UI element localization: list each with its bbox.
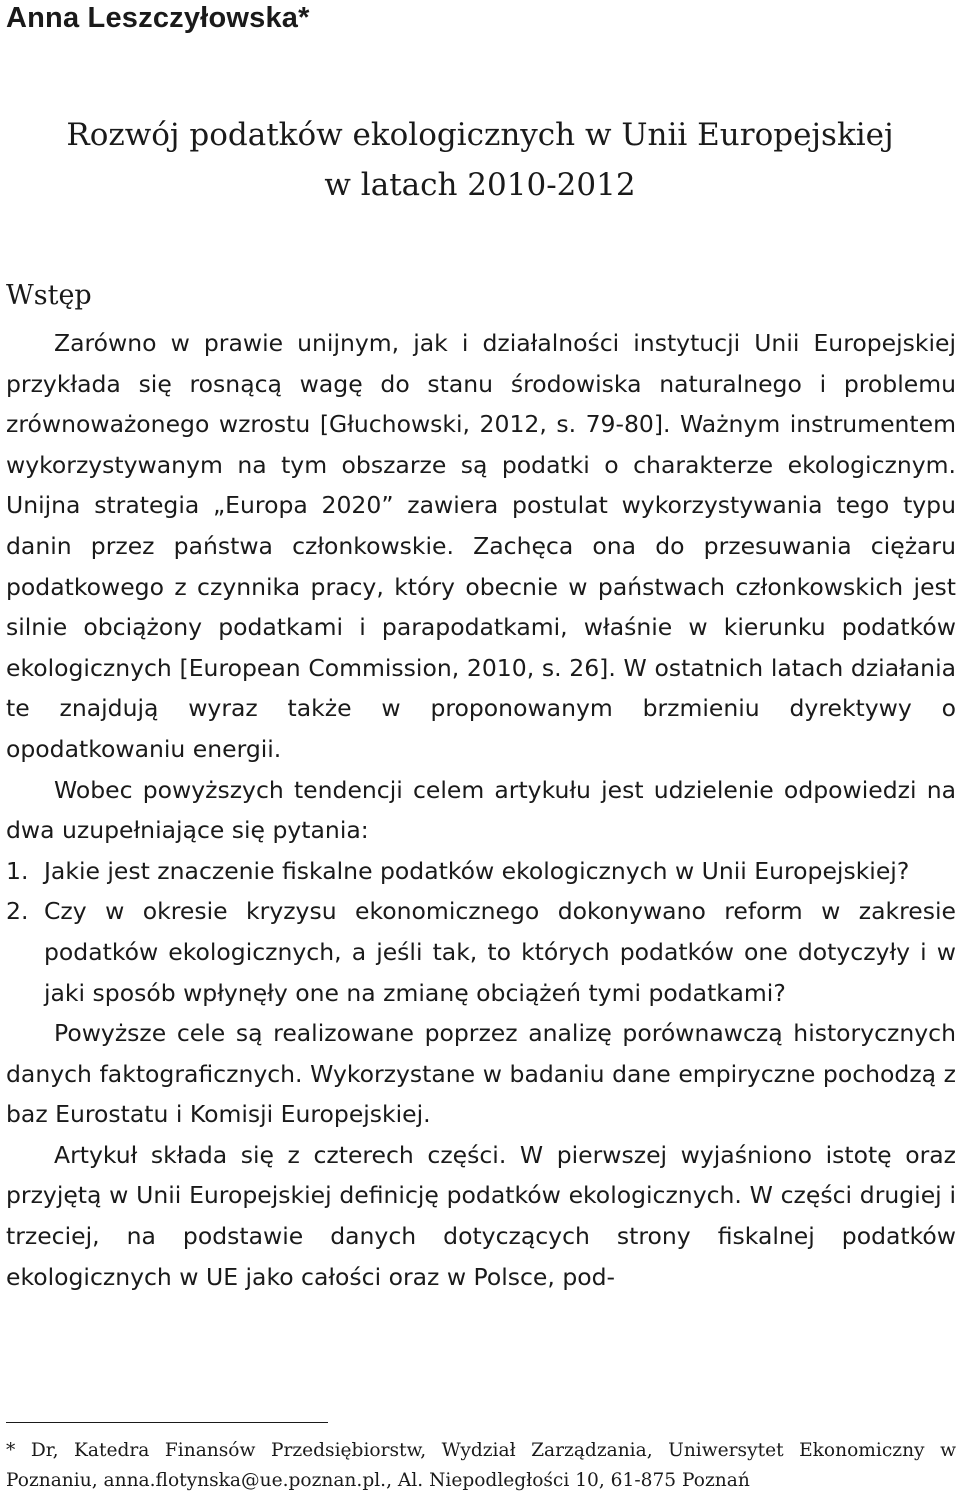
footnote: * Dr, Katedra Finansów Przedsiębiorstw, Wydział Zarządzania, Uniwersytet Ekonomiczny w Poznaniu, anna.flotynska@ue.poznan.pl., Al. Niepodległości 10, 61-875 Poznań [6, 1440, 956, 1491]
list-item [6, 891, 956, 1013]
article-title-line-2: w latach 2010-2012 [324, 167, 636, 203]
body-paragraph: Wobec powyższych tendencji celem artykułu jest udzielenie odpowiedzi na dwa uzupełniające się pytania: [6, 775, 956, 845]
list-item-number: 1. [6, 856, 29, 885]
body-paragraph: Powyższe cele są realizowane poprzez analizę porównawczą historycznych danych faktograficznych. Wykorzystane w badaniu dane empiryczne pochodzą z baz Eurostatu i Komisji Europejskiej. [6, 1019, 956, 1129]
article-body [6, 323, 956, 1297]
body-paragraph: Zarówno w prawie unijnym, jak i działalności instytucji Unii Europejskiej przykłada się rosnącą wagę do stanu środowiska naturalnego i problemu zrównoważonego wzrostu [Głuchowski, 2012, s. 79-80]. Ważnym instrumentem wykorzystywanym na tym obszarze są podatki o charakterze ekologicznym. Unijna strategia „Europa 2020” zawiera postulat wykorzystywania tego typu danin przez państwa członkowskie. Zachęca ona do przesuwania ciężaru podatkowego z czynnika pracy, który obecnie w państwach członkowskich jest silnie obciążony podatkami i parapodatkami, właśnie w kierunku podatków ekologicznych [European Commission, 2010, s. 26]. W ostatnich latach działania te znajdują wyraz także w proponowanym brzmieniu dyrektywy o opodatkowaniu energii. [6, 329, 956, 763]
list-item [6, 851, 956, 892]
article-title-line-1: Rozwój podatków ekologicznych w Unii Europejskiej [66, 117, 894, 153]
article-title [0, 110, 960, 210]
list-item-number: 2. [6, 897, 29, 926]
list-item-text: Jakie jest znaczenie fiskalne podatków ekologicznych w Unii Europejskiej? [44, 856, 910, 885]
section-heading: Wstęp [6, 280, 92, 311]
research-questions-list [6, 851, 956, 1013]
footnote-divider [6, 1422, 328, 1423]
list-item-text: Czy w okresie kryzysu ekonomicznego dokonywano reform w zakresie podatków ekologicznych, a jeśli tak, to których podatków one dotyczyły i w jaki sposób wpłynęły one na zmianę obciążeń tymi podatkami? [44, 897, 956, 1007]
author-name: Anna Leszczyłowska* [6, 2, 310, 34]
body-paragraph: Artykuł składa się z czterech części. W pierwszej wyjaśniono istotę oraz przyjętą w Unii Europejskiej definicję podatków ekologicznych. W części drugiej i trzeciej, na podstawie danych dotyczących strony fiskalnej podatków ekologicznych w UE jako całości oraz w Polsce, pod- [6, 1140, 956, 1291]
